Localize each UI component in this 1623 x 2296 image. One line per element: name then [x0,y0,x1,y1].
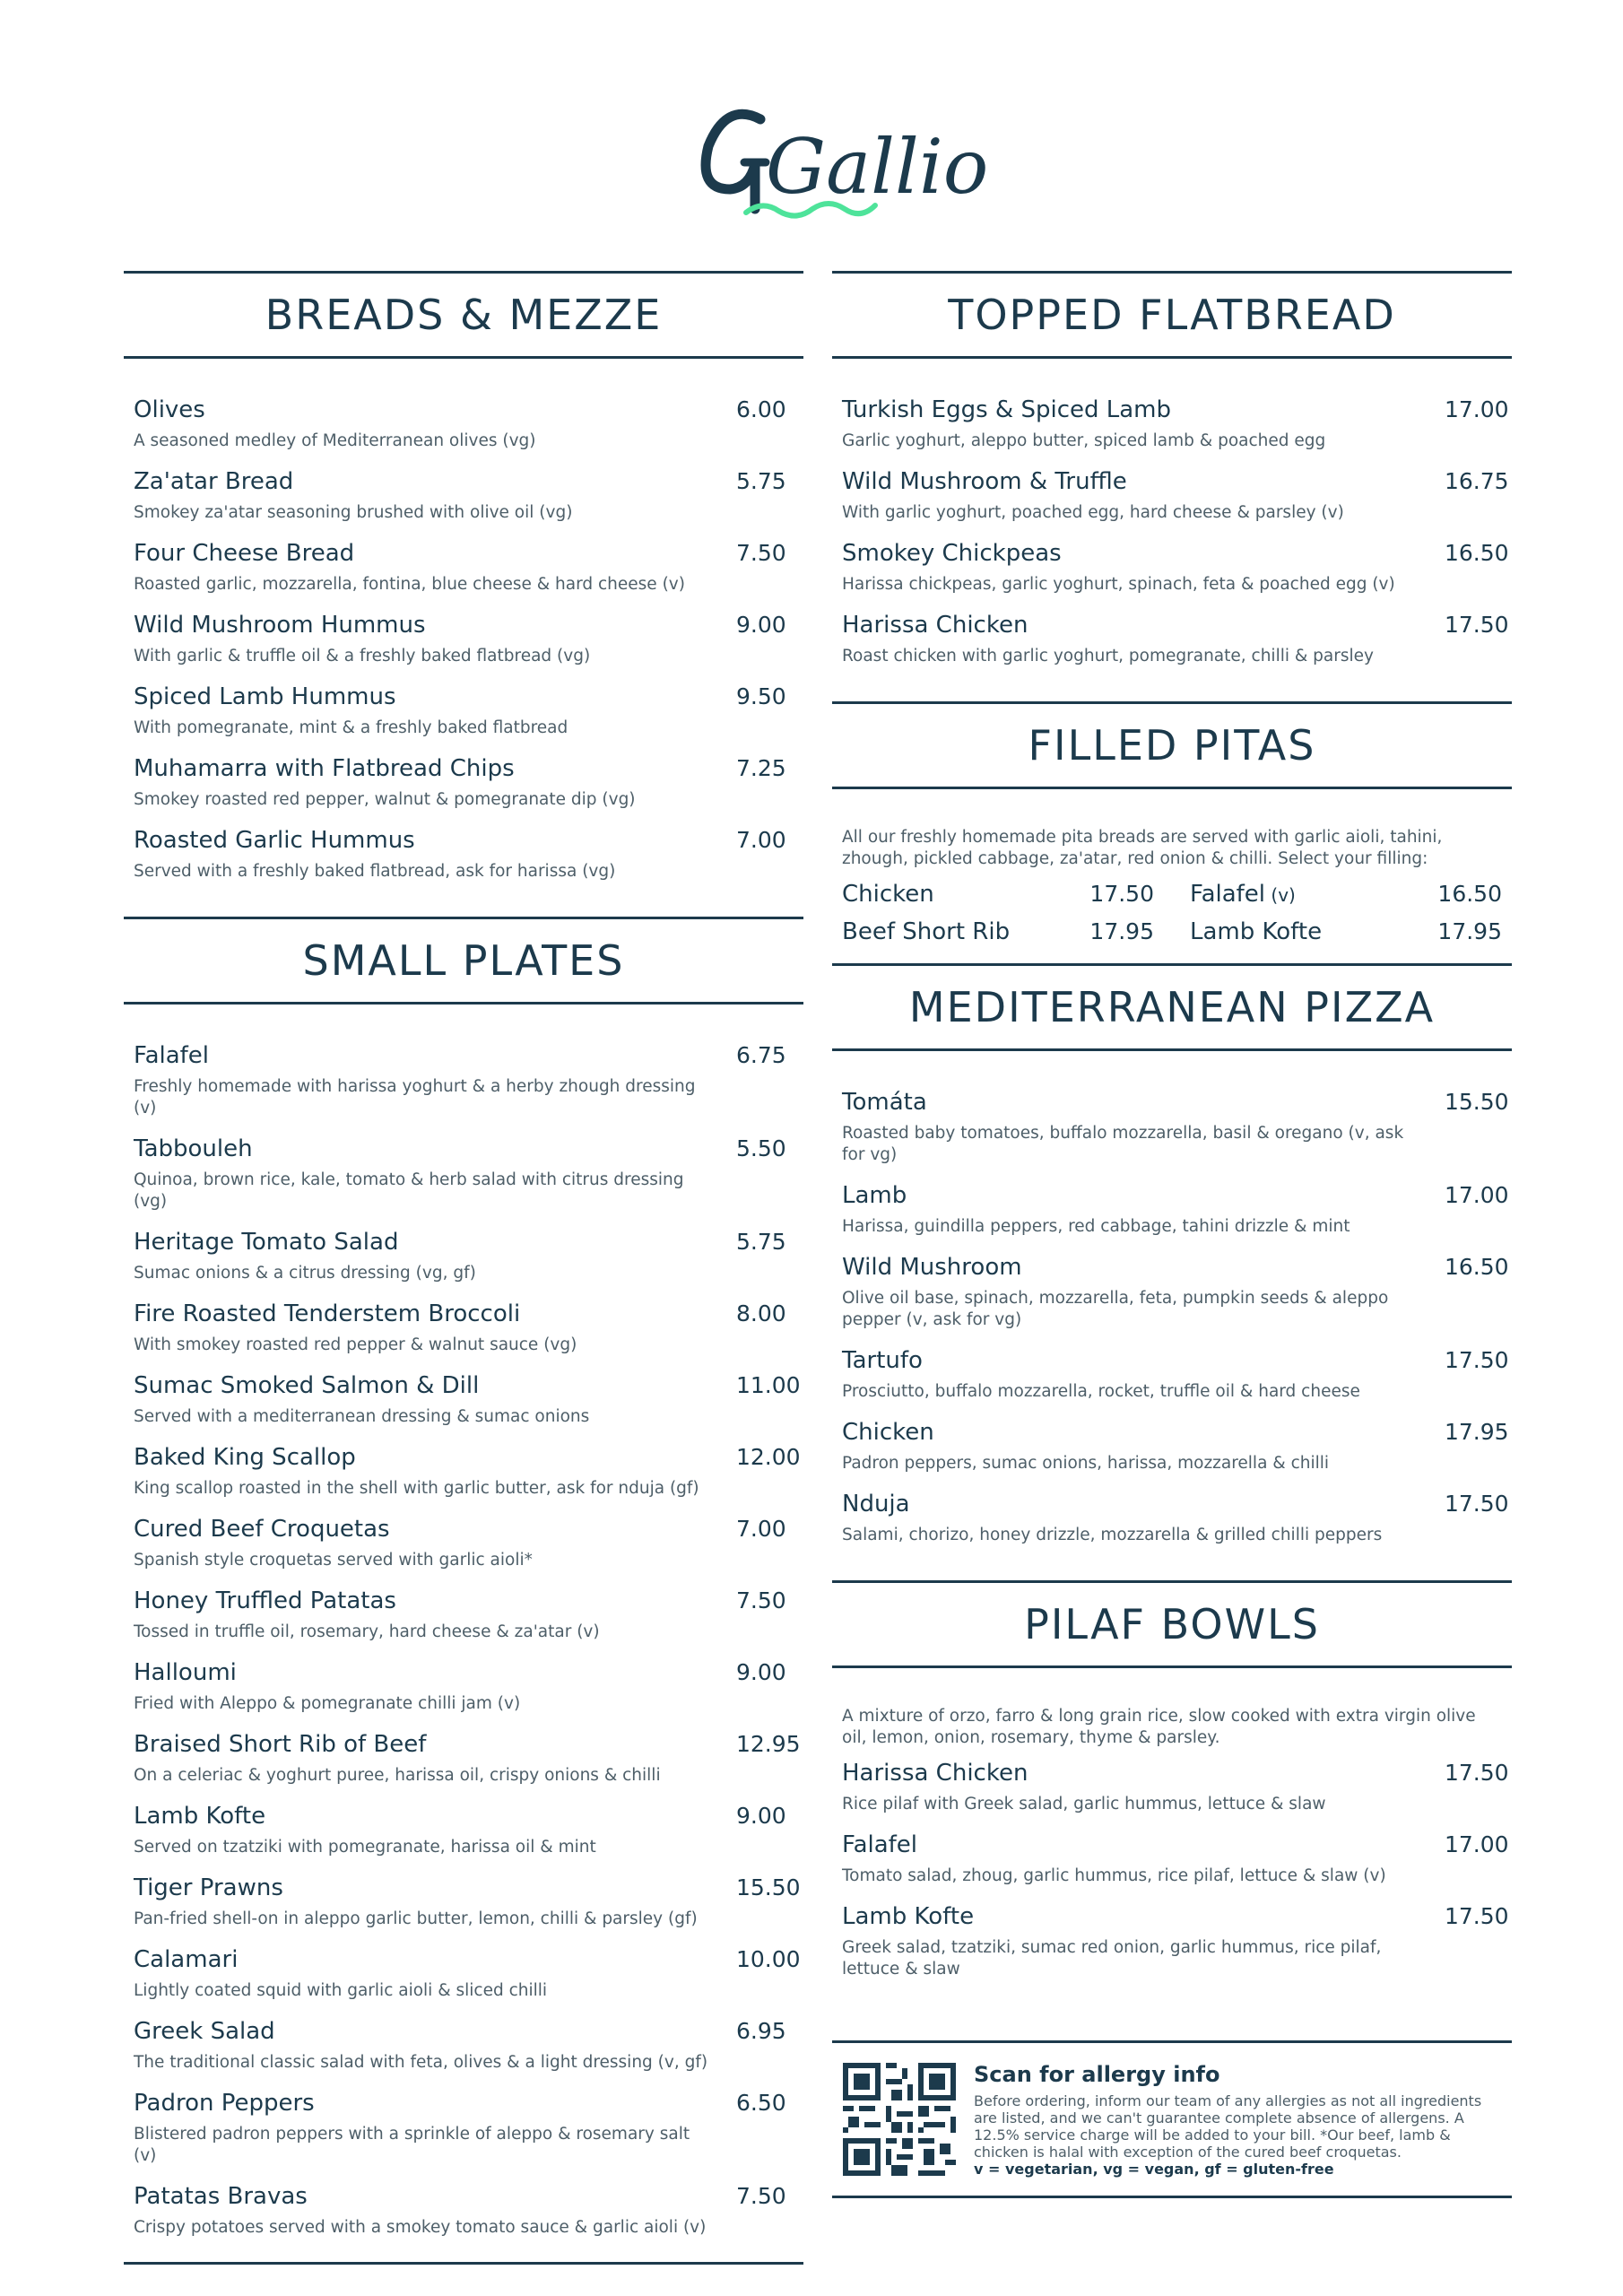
pita-option-name [842,918,1010,945]
pita-option-price: 17.95 [1437,918,1502,944]
menu-item [134,1731,801,1787]
menu-item-name: Tabbouleh [134,1135,253,1162]
menu-item-price: 6.75 [736,1042,786,1068]
menu-item-name: Wild Mushroom Hummus [134,612,426,639]
menu-item-row [842,540,1509,567]
menu-item [842,468,1509,524]
left-column [124,271,803,2265]
menu-item-description: Tomato salad, zhoug, garlic hummus, rice pilaf, lettuce & slaw (v) [842,1866,1386,1885]
menu-item [134,1372,801,1428]
menu-item-price: 17.50 [1445,612,1509,638]
menu-item-row [134,827,794,854]
menu-item-row [134,755,794,782]
menu-item-row [134,1229,794,1256]
menu-item-description: Served with a mediterranean dressing & sumac onions [134,1407,590,1426]
menu-item-description: Garlic yoghurt, aleppo butter, spiced lamb & poached egg [842,431,1326,450]
menu-item-description: Quinoa, brown rice, kale, tomato & herb salad with citrus dressing (vg) [134,1170,684,1211]
menu-item [134,1229,794,1284]
menu-item-description: Prosciutto, buffalo mozzarella, rocket, truffle oil & hard cheese [842,1382,1360,1401]
menu-item-description: Salami, chorizo, honey drizzle, mozzarella & grilled chilli peppers [842,1526,1383,1544]
menu-item-description: Freshly homemade with harissa yoghurt & a herby zhough dressing (v) [134,1077,696,1118]
menu-item [842,1419,1509,1474]
menu-item-name: Olives [134,396,205,423]
pita-option-tag: (v) [1265,884,1296,906]
menu-item-price: 7.50 [736,540,786,566]
pita-option-label: Chicken [842,881,934,908]
menu-item [842,1491,1509,1546]
menu-item-row [134,1874,801,1901]
menu-item-price: 9.00 [736,1803,786,1829]
menu-item-row [134,1946,801,1973]
menu-item [842,396,1509,452]
menu-item-description: Harissa chickpeas, garlic yoghurt, spinach, feta & poached egg (v) [842,575,1395,594]
pizza-list [832,1051,1512,1580]
menu-item-row [134,468,794,495]
menu-item-name: Heritage Tomato Salad [134,1229,399,1256]
menu-item-description: Blistered padron peppers with a sprinkle of aleppo & rosemary salt (v) [134,2125,690,2165]
menu-item-name: Wild Mushroom & Truffle [842,468,1127,495]
menu-item [134,540,794,596]
menu-item [134,683,794,739]
menu-item-price: 7.50 [736,1587,786,1613]
menu-item-name: Honey Truffled Patatas [134,1587,396,1614]
menu-item-price: 16.50 [1445,1254,1509,1280]
menu-item-price: 6.50 [736,2090,786,2116]
menu-item-description: Smokey roasted red pepper, walnut & pomegranate dip (vg) [134,790,636,809]
menu-item-price: 11.00 [736,1372,801,1398]
pita-option-price: 17.95 [1089,918,1154,944]
menu-item [134,1135,794,1213]
menu-item [134,1659,794,1715]
pita-option-price: 16.50 [1437,881,1502,907]
menu-item [842,1903,1509,1980]
menu-item-price: 15.50 [736,1874,801,1900]
menu-item-price: 12.00 [736,1444,801,1470]
divider [124,2262,803,2265]
menu-item [842,1347,1509,1403]
menu-item-name: Lamb Kofte [842,1903,975,1930]
menu-item-description: Lightly coated squid with garlic aioli & sliced chilli [134,1981,548,2000]
menu-item-price: 7.50 [736,2183,786,2209]
menu-item-row [842,1419,1509,1446]
menu-item-price: 9.00 [736,612,786,638]
menu-item [134,1587,794,1643]
menu-item-row [842,1831,1509,1858]
menu-item-price: 17.00 [1445,1182,1509,1208]
menu-item-description: Served on tzatziki with pomegranate, harissa oil & mint [134,1838,596,1857]
menu-item-description: Spanish style croquetas served with garlic aioli* [134,1551,533,1570]
menu-item-row [134,1731,801,1758]
menu-item-description: Served with a freshly baked flatbread, ask for harissa (vg) [134,862,616,881]
menu-item-description: Rice pilaf with Greek salad, garlic hummus, lettuce & slaw [842,1795,1326,1813]
menu-item-price: 16.50 [1445,540,1509,566]
menu-item-row [842,1182,1509,1209]
menu-item-row [134,2183,794,2210]
menu-item-price: 17.50 [1445,1903,1509,1929]
menu-item-price: 17.95 [1445,1419,1509,1445]
menu-item-name: Baked King Scallop [134,1444,356,1471]
menu-item-name: Harissa Chicken [842,1760,1028,1787]
pita-option-label: Lamb Kofte [1190,918,1323,945]
menu-item-name: Tiger Prawns [134,1874,283,1901]
menu-item-name: Padron Peppers [134,2090,315,2117]
menu-item-row [842,468,1509,495]
menu-item [134,1300,794,1356]
menu-item-price: 6.95 [736,2018,786,2044]
menu-item-price: 16.75 [1445,468,1509,494]
pilaf-intro: A mixture of orzo, farro & long grain rice, slow cooked with extra virgin olive oil, lemon, onion, rosemary, thyme & parsley. [842,1707,1476,1747]
menu-item-row [134,540,794,567]
menu-item [134,1042,794,1119]
menu-item-price: 5.75 [736,468,786,494]
menu-item-price: 8.00 [736,1300,786,1326]
menu-item-price: 6.00 [736,396,786,422]
right-column [832,271,1512,2014]
menu-item-description: With smokey roasted red pepper & walnut sauce (vg) [134,1335,577,1354]
menu-item-description: The traditional classic salad with feta, olives & a light dressing (v, gf) [134,2053,708,2072]
menu-item-row [134,612,794,639]
menu-item-description: With garlic & truffle oil & a freshly baked flatbread (vg) [134,647,591,665]
menu-item-row [134,1042,794,1069]
menu-item-name: Tartufo [842,1347,923,1374]
logo-text: Gallio [766,123,989,211]
menu-item-name: Sumac Smoked Salmon & Dill [134,1372,480,1399]
pilaf-list [842,1760,1509,1980]
menu-item [842,1760,1509,1815]
menu-item-row [134,1300,794,1327]
menu-item-name: Muhamarra with Flatbread Chips [134,755,515,782]
menu-item-price: 7.00 [736,1516,786,1542]
menu-item-description: Sumac onions & a citrus dressing (vg, gf) [134,1264,476,1283]
pitas-grid [842,881,1502,945]
pitas-block [832,789,1512,963]
menu-item-row [134,1516,794,1543]
menu-item-description: On a celeriac & yoghurt puree, harissa oil, crispy onions & chilli [134,1766,661,1785]
menu-item-price: 9.00 [736,1659,786,1685]
menu-item [842,1254,1509,1331]
menu-item-price: 17.50 [1445,1491,1509,1517]
menu-item-description: Olive oil base, spinach, mozzarella, feta, pumpkin seeds & aleppo pepper (v, ask for vg) [842,1289,1389,1329]
menu-item [842,1182,1509,1238]
flatbread-list [832,359,1512,701]
menu-item-description: Tossed in truffle oil, rosemary, hard cheese & za'atar (v) [134,1622,600,1641]
menu-item-price: 5.75 [736,1229,786,1255]
section-title-small-plates: SMALL PLATES [124,917,803,1004]
menu-item [134,2018,794,2074]
menu-item-name: Tomáta [842,1089,927,1116]
menu-item-description: Fried with Aleppo & pomegranate chilli jam (v) [134,1694,521,1713]
pitas-intro: All our freshly homemade pita breads are served with garlic aioli, tahini, zhough, pickled cabbage, za'atar, red onion & chilli. Select your filling: [842,828,1443,868]
menu-item-name: Four Cheese Bread [134,540,355,567]
menu-item-description: Smokey za'atar seasoning brushed with olive oil (vg) [134,503,573,522]
section-title-pilaf: PILAF BOWLS [832,1580,1512,1668]
menu-item [134,396,794,452]
menu-item-name: Roasted Garlic Hummus [134,827,415,854]
menu-item-name: Lamb Kofte [134,1803,266,1830]
menu-item-price: 10.00 [736,1946,801,1972]
menu-item-name: Smokey Chickpeas [842,540,1062,567]
breads-list [124,359,803,917]
menu-item-description: With pomegranate, mint & a freshly baked flatbread [134,718,568,737]
menu-item-description: With garlic yoghurt, poached egg, hard cheese & parsley (v) [842,503,1344,522]
menu-item-name: Za'atar Bread [134,468,294,495]
allergy-body: Before ordering, inform our team of any allergies as not all ingredients are listed, and we can't guarantee complete absence of allergens. A 12.5% service charge will be added to your bill. *Our beef, lamb & chicken is halal with exception of the cured beef croquetas. [974,2092,1482,2161]
menu-item-price: 17.50 [1445,1347,1509,1373]
pita-option-label: Falafel [1190,881,1266,908]
menu-item [842,1831,1509,1887]
pita-option-name [842,881,934,908]
section-title-flatbread: TOPPED FLATBREAD [832,271,1512,359]
menu-item-price: 12.95 [736,1731,801,1757]
menu-item-description: Padron peppers, sumac onions, harissa, mozzarella & chilli [842,1454,1330,1473]
menu-item-price: 17.00 [1445,1831,1509,1857]
menu-item-name: Falafel [842,1831,918,1858]
menu-item-name: Calamari [134,1946,239,1973]
menu-item-row [134,1659,794,1686]
menu-item [134,1803,794,1858]
gallio-logo [690,94,989,238]
menu-item-price: 17.00 [1445,396,1509,422]
menu-item-description: Greek salad, tzatziki, sumac red onion, garlic hummus, rice pilaf, lettuce & slaw [842,1938,1382,1979]
allergy-text [974,2062,1501,2178]
menu-item [842,612,1509,667]
menu-item-row [134,1135,794,1162]
menu-item-description: Harissa, guindilla peppers, red cabbage, tahini drizzle & mint [842,1217,1350,1236]
menu-item-description: Roasted garlic, mozzarella, fontina, blue cheese & hard cheese (v) [134,575,685,594]
menu-item-price: 5.50 [736,1135,786,1161]
menu-item-row [134,1587,794,1614]
menu-item [134,827,794,883]
menu-item-price: 15.50 [1445,1089,1509,1115]
menu-item [134,1946,801,2002]
menu-item-row [842,1089,1509,1116]
diet-legend: v = vegetarian, vg = vegan, gf = gluten-free [974,2160,1334,2178]
pita-option [842,881,1154,908]
menu-item-row [134,683,794,710]
menu-item-description: Roast chicken with garlic yoghurt, pomegranate, chilli & parsley [842,647,1374,665]
pita-option [1190,918,1502,945]
menu-item-price: 17.50 [1445,1760,1509,1786]
menu-item-row [842,612,1509,639]
pita-option-label: Beef Short Rib [842,918,1011,945]
menu-item [134,2090,794,2167]
menu-item-row [842,1760,1509,1787]
menu-item-name: Harissa Chicken [842,612,1028,639]
menu-item-description: Pan-fried shell-on in aleppo garlic butter, lemon, chilli & parsley (gf) [134,1909,698,1928]
menu-item [134,1516,794,1571]
section-title-pizza: MEDITERRANEAN PIZZA [832,963,1512,1051]
menu-item-row [842,1347,1509,1374]
menu-item-name: Patatas Bravas [134,2183,308,2210]
menu-item-price: 7.00 [736,827,786,853]
menu-item [134,1874,801,1930]
allergy-title: Scan for allergy info [974,2061,1220,2087]
menu-item [134,1444,801,1500]
menu-item-description: Crispy potatoes served with a smokey tomato sauce & garlic aioli (v) [134,2218,707,2237]
menu-item-name: Falafel [134,1042,210,1069]
menu-item-description: King scallop roasted in the shell with garlic butter, ask for nduja (gf) [134,1479,699,1498]
qr-code-icon[interactable] [843,2063,956,2176]
section-title-breads: BREADS & MEZZE [124,271,803,359]
menu-item-name: Lamb [842,1182,907,1209]
menu-item [134,468,794,524]
menu-item-price: 7.25 [736,755,786,781]
menu-item [842,1089,1509,1166]
menu-item-name: Braised Short Rib of Beef [134,1731,427,1758]
menu-item-name: Spiced Lamb Hummus [134,683,396,710]
menu-item-name: Cured Beef Croquetas [134,1516,390,1543]
menu-item-name: Turkish Eggs & Spiced Lamb [842,396,1171,423]
menu-item-name: Greek Salad [134,2018,275,2045]
menu-item-row [134,2090,794,2117]
menu-item-name: Fire Roasted Tenderstem Broccoli [134,1300,521,1327]
menu-item [134,755,794,811]
menu-item-name: Wild Mushroom [842,1254,1022,1281]
menu-item-name: Halloumi [134,1659,237,1686]
menu-item-row [842,1903,1509,1930]
menu-item-name: Chicken [842,1419,934,1446]
menu-item-row [134,1372,801,1399]
pilaf-block [832,1668,1512,2014]
allergy-info [832,2040,1512,2198]
small-plates-list [124,1004,803,2262]
pita-option-name [1190,918,1322,945]
menu-item [134,2183,794,2239]
menu-item-name: Nduja [842,1491,910,1518]
menu-item-row [134,2018,794,2045]
pita-option-name [1190,881,1296,908]
menu-item-description: A seasoned medley of Mediterranean olives (vg) [134,431,536,450]
menu-item-row [842,396,1509,423]
pita-option [1190,881,1502,908]
menu-item-row [134,1803,794,1830]
menu-item [134,612,794,667]
pita-option [842,918,1154,945]
menu-item-description: Roasted baby tomatoes, buffalo mozzarella, basil & oregano (v, ask for vg) [842,1124,1404,1164]
menu-item-price: 9.50 [736,683,786,709]
menu-item-row [134,1444,801,1471]
pita-option-price: 17.50 [1089,881,1154,907]
section-title-pitas: FILLED PITAS [832,701,1512,789]
menu-item-row [134,396,794,423]
menu-item-row [842,1254,1509,1281]
menu-item [842,540,1509,596]
menu-item-row [842,1491,1509,1518]
